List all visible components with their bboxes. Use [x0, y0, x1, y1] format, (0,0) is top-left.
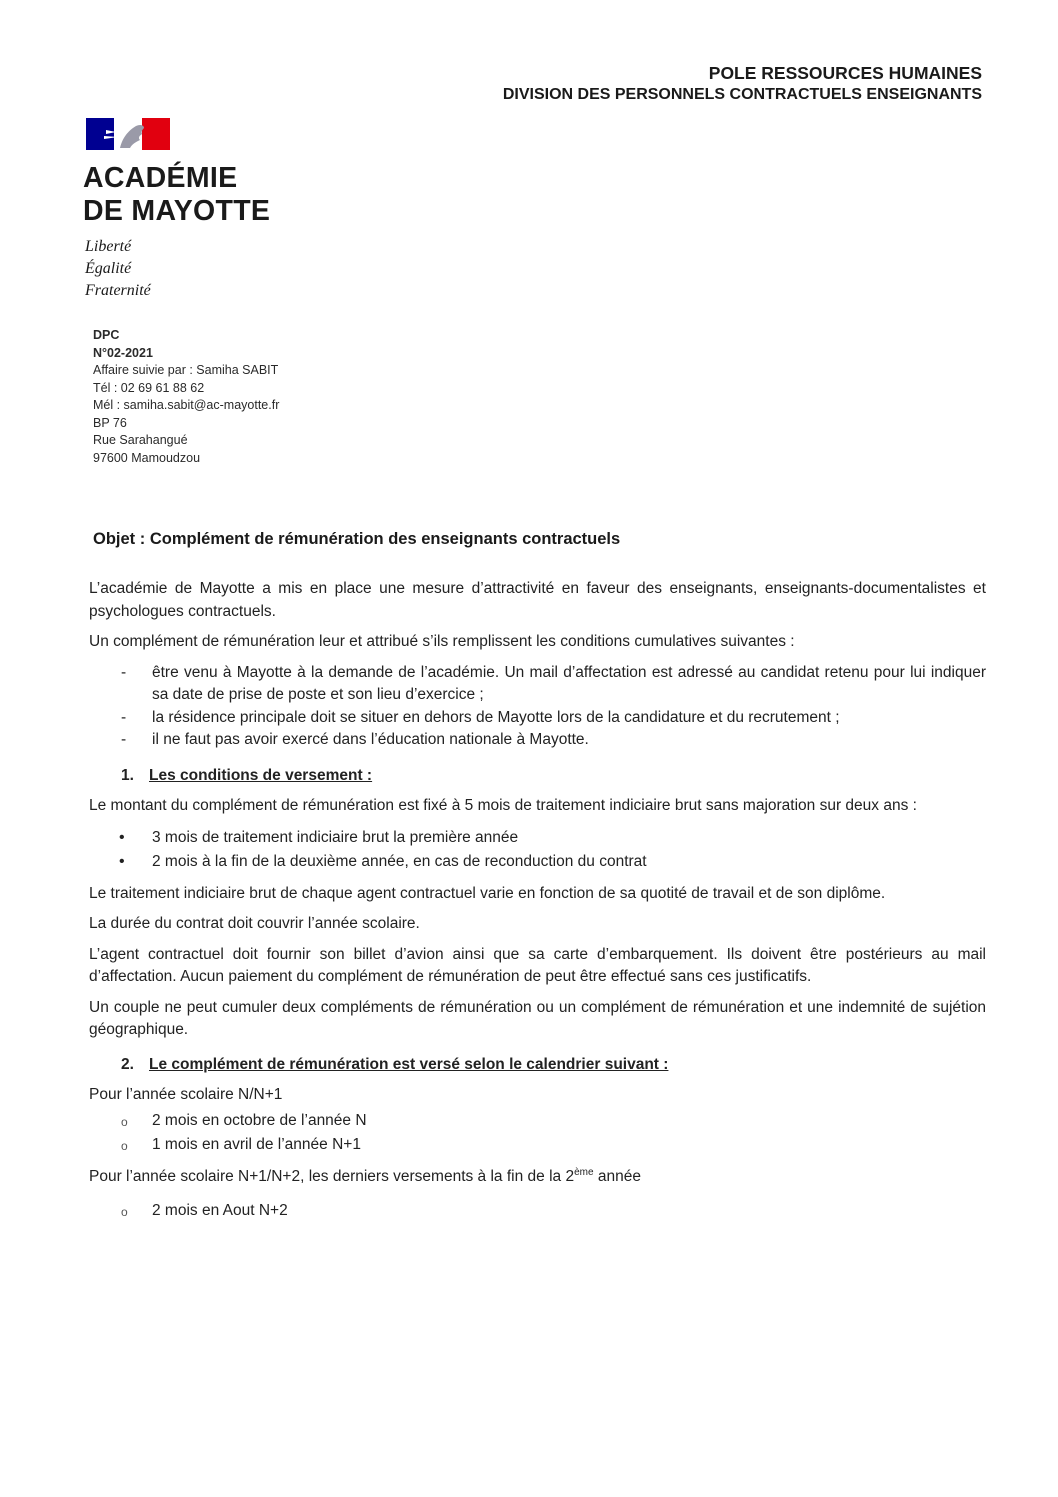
ref-po-box: BP 76 — [93, 415, 127, 430]
ref-phone: Tél : 02 69 61 88 62 — [93, 380, 205, 395]
reference-block — [93, 327, 279, 467]
year-2-label-sup: ème — [574, 1166, 594, 1178]
academy-name-line1: ACADÉMIE — [83, 162, 238, 194]
payment-bullets — [89, 827, 986, 874]
list-item: - la résidence principale doit se situer en dehors de Mayotte lors de la candidature et du recrutement ; — [89, 707, 986, 730]
ref-street: Rue Sarahangué — [93, 433, 188, 447]
section-1-paragraph-3: La durée du contrat doit couvrir l’année scolaire. — [89, 915, 420, 932]
letter-body — [89, 578, 986, 1223]
marianne-flag-icon — [86, 118, 170, 150]
document-header — [503, 62, 982, 105]
section-1-paragraph-1: Le montant du complément de rémunération est fixé à 5 mois de traitement indiciaire brut sans majoration sur deux ans : — [89, 797, 917, 814]
academy-name-line2: DE MAYOTTE — [83, 195, 271, 227]
subject-line: Objet : Complément de rémunération des enseignants contractuels — [93, 530, 621, 548]
section-1-title: Les conditions de versement : — [149, 766, 373, 784]
header-pole: POLE RESSOURCES HUMAINES — [708, 63, 982, 83]
list-item: - être venu à Mayotte à la demande de l’académie. Un mail d’affectation est adressé au candidat retenu pour lui indiquer sa date de prise de poste et son lieu d’exercice ; — [89, 662, 986, 707]
year-2-label-text: Pour l’année scolaire N+1/N+2, les derniers versements à la fin de la 2 — [89, 1167, 575, 1185]
section-1-number: 1. — [121, 766, 134, 784]
list-item: o 2 mois en Aout N+2 — [89, 1200, 986, 1223]
section-1-paragraph-4: L’agent contractuel doit fournir son billet d’avion ainsi que sa carte d’embarquement. Ils doivent être postérieurs au mail d’affectation. Aucun paiement du complément de rémunération de peut être effectué sans ces justificatifs. — [89, 945, 986, 985]
list-item: • 3 mois de traitement indiciaire brut la première année — [89, 827, 986, 850]
list-item: o 2 mois en octobre de l’année N — [89, 1110, 986, 1133]
header-division: DIVISION DES PERSONNELS CONTRACTUELS ENSEIGNANTS — [502, 86, 982, 103]
year-1-label: Pour l’année scolaire N/N+1 — [89, 1086, 283, 1103]
academy-name — [83, 162, 270, 228]
ref-email: Mél : samiha.sabit@ac-mayotte.fr — [93, 398, 280, 412]
intro-paragraph-1: L’académie de Mayotte a mis en place une mesure d’attractivité en faveur des enseignants, enseignants-documentalistes et psychologues contractuels. — [89, 580, 986, 620]
year-2-schedule — [89, 1200, 986, 1223]
motto-liberte: Liberté — [85, 238, 132, 255]
section-2-number: 2. — [121, 1055, 134, 1073]
list-item: o 1 mois en avril de l’année N+1 — [89, 1134, 986, 1157]
ref-city: 97600 Mamoudzou — [93, 450, 201, 465]
year-1-schedule — [89, 1110, 986, 1157]
year-2-label-end: année — [593, 1167, 641, 1185]
ref-contact: Affaire suivie par : Samiha SABIT — [93, 363, 279, 377]
ref-service: DPC — [93, 328, 120, 342]
conditions-list — [89, 662, 986, 752]
list-item: • 2 mois à la fin de la deuxième année, en cas de reconduction du contrat — [89, 851, 986, 874]
republic-motto — [85, 236, 151, 302]
year-2-label — [89, 1166, 986, 1189]
section-1-heading — [89, 765, 986, 788]
section-2-title: Le complément de rémunération est versé selon le calendrier suivant : — [149, 1055, 669, 1073]
list-item: - il ne faut pas avoir exercé dans l’éducation nationale à Mayotte. — [89, 729, 986, 752]
section-1-paragraph-5: Un couple ne peut cumuler deux compléments de rémunération ou un complément de rémunération et une indemnité de sujétion géographique. — [89, 998, 986, 1038]
motto-egalite: Égalité — [85, 260, 132, 277]
section-2-heading — [89, 1054, 986, 1077]
motto-fraternite: Fraternité — [85, 282, 151, 299]
section-1-paragraph-2: Le traitement indiciaire brut de chaque agent contractuel varie en fonction de sa quotité de travail et de son diplôme. — [89, 884, 886, 902]
ref-number: N°02-2021 — [93, 345, 153, 360]
intro-paragraph-2: Un complément de rémunération leur et attribué s’ils remplissent les conditions cumulatives suivantes : — [89, 633, 795, 650]
